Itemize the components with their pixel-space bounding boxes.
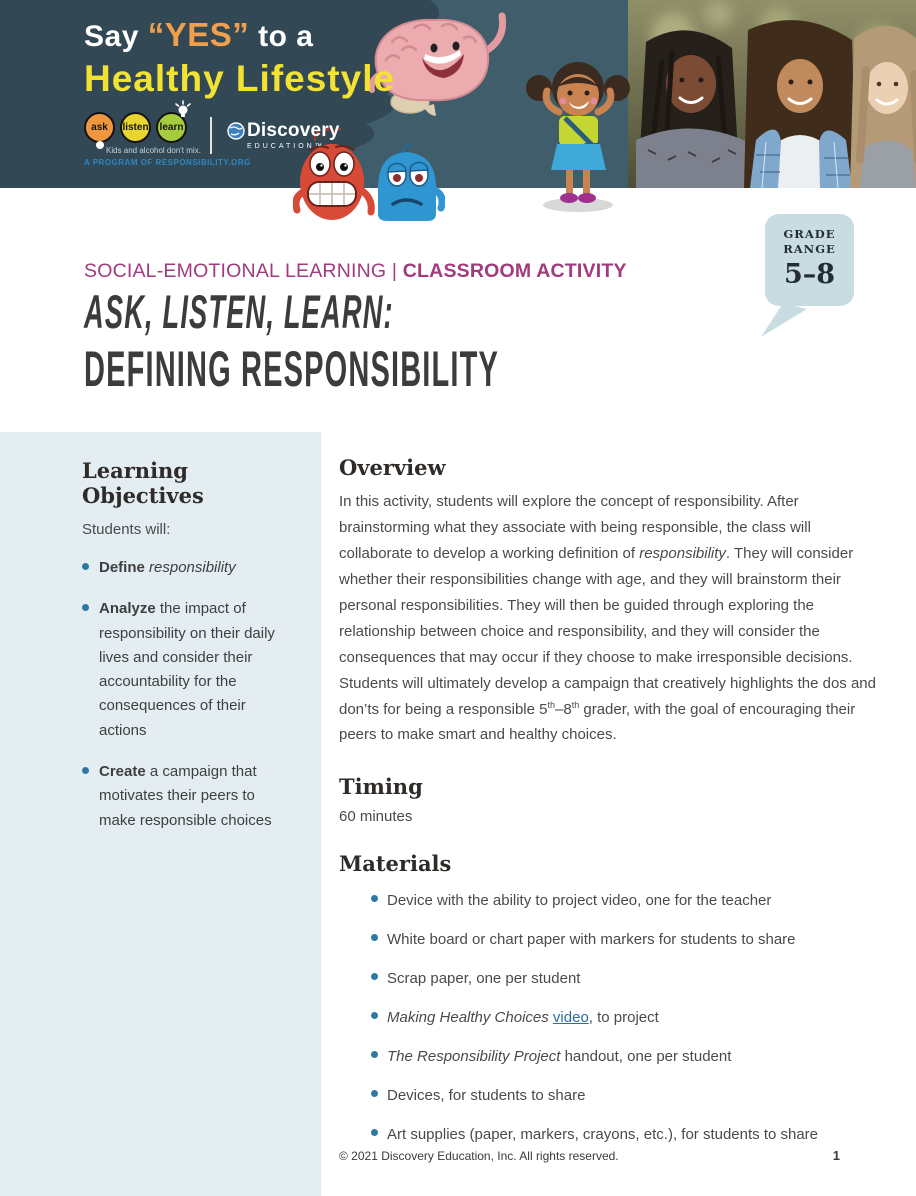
overview-heading: Overview: [339, 455, 446, 480]
activity-type: CLASSROOM ACTIVITY: [402, 260, 627, 282]
page-footer: [339, 1148, 840, 1163]
page-number: 1: [832, 1148, 840, 1163]
material-item: The Responsibility Project handout, one per student: [371, 1046, 880, 1067]
learn-circle: learn: [156, 112, 187, 143]
ask-listen-learn-logo: [84, 112, 187, 143]
material-item: Device with the ability to project video, one for the teacher: [371, 890, 880, 911]
material-item: Devices, for students to share: [371, 1085, 880, 1106]
objective-item: Define responsibility: [82, 556, 295, 580]
logo-ball-accent: [96, 141, 104, 149]
badge-tail: [761, 303, 807, 337]
grade-range-value: 5–8: [783, 258, 836, 290]
grade-range-badge: [765, 214, 854, 306]
copyright-text: © 2021 Discovery Education, Inc. All rights reserved.: [339, 1148, 619, 1163]
objectives-intro: Students will:: [82, 521, 171, 538]
logo-program-line: A PROGRAM OF RESPONSIBILITY.ORG: [84, 158, 251, 167]
header-banner: [0, 0, 916, 188]
page-title-line1: ASK, LISTEN, LEARN:: [84, 285, 394, 338]
timing-heading: Timing: [339, 774, 423, 800]
students-photo: [628, 0, 916, 188]
listen-circle: listen: [120, 112, 151, 143]
timing-section: [339, 774, 880, 825]
learning-objectives-heading: Learning Objectives: [82, 458, 204, 508]
category-eyebrow: SOCIAL-EMOTIONAL LEARNING | CLASSROOM ACTIVITY: [84, 260, 627, 282]
materials-section: [339, 851, 880, 1145]
overview-paragraph: In this activity, students will explore the concept of responsibility. After brainstorming what they associate with being responsible, the class will collaborate to develop a working definition of responsibility. They will consider whether their responsibilities change with age, and they will brainstorm their personal responsibilities. They will then be guided through exploring the relationship between choice and responsibility, and they will consider the consequences that may occur if they choose to make irresponsible decisions. Students will ultimately develop a campaign that creatively highlights the dos and don’ts for being a responsible 5th–8th grader, with the goal of encouraging their peers to make smart and healthy choices.: [339, 493, 876, 744]
globe-icon: [227, 122, 245, 140]
ask-circle: ask: [84, 112, 115, 143]
objective-item: Create a campaign that motivates their peers to make responsible choices: [82, 760, 295, 833]
logo-divider: [210, 117, 212, 154]
materials-heading: Materials: [339, 851, 452, 877]
grade-label: GRADE RANGE: [783, 227, 836, 256]
lightbulb-icon: [174, 100, 192, 120]
video-link[interactable]: video: [552, 1009, 589, 1027]
brand-yes-highlight: “YES”: [147, 16, 250, 53]
objective-item: Analyze the impact of responsibility on their daily lives and consider their accountability for the consequences of their actions: [82, 597, 295, 743]
page-title: [84, 284, 800, 398]
brand-title-line1: Say “YES” to a: [84, 16, 314, 53]
main-content: [339, 455, 880, 1163]
discovery-sub: EDUCATION™: [247, 143, 325, 150]
material-item: Scrap paper, one per student: [371, 968, 880, 989]
page-title-line2: DEFINING RESPONSIBILITY: [84, 341, 499, 397]
brand-title-line2: Healthy Lifestyle: [84, 58, 396, 99]
girl-character-illustration: [521, 58, 637, 214]
discovery-education-logo: [227, 120, 340, 150]
materials-list: [339, 890, 880, 1145]
overview-section: [339, 455, 880, 748]
material-item: Art supplies (paper, markers, crayons, etc.), for students to share: [371, 1124, 880, 1145]
program-brand: [84, 16, 395, 100]
objectives-list: [82, 556, 295, 833]
logo-tagline: Kids and alcohol don't mix.: [106, 146, 201, 155]
material-item: White board or chart paper with markers for students to share: [371, 929, 880, 950]
discovery-name: Discovery: [247, 120, 340, 141]
material-item: Making Healthy Choices video, to project: [371, 1007, 880, 1028]
learning-objectives-sidebar: [0, 432, 321, 1196]
timing-value: 60 minutes: [339, 808, 413, 826]
